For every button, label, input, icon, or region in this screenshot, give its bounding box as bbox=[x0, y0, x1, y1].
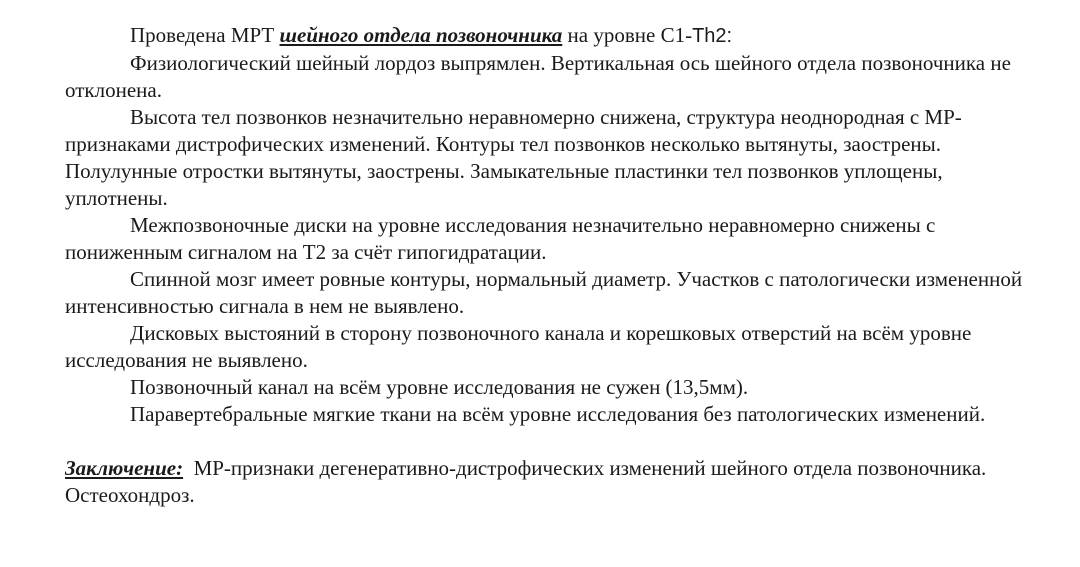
spacer bbox=[65, 428, 1025, 455]
finding-vertebral-bodies: Высота тел позвонков незначительно неравномерно снижена, структура неоднородная с МР-признаками дистрофических изменений. Контуры тел позвонков несколько вытянуты, заострены. Полулунные отростки вытянуты, заострены. Замыкательные пластинки тел позвонков уплощены, уплотнены. bbox=[65, 105, 962, 210]
finding-lordosis: Физиологический шейный лордоз выпрямлен. Вертикальная ось шейного отдела позвоночника не отклонена. bbox=[65, 51, 1011, 102]
conclusion-text: МР-признаки дегенеративно-дистрофических изменений шейного отдела позвоночника. Остеохондроз. bbox=[65, 456, 992, 507]
conclusion bbox=[65, 455, 1025, 509]
level-th: Th2 bbox=[692, 25, 727, 47]
examined-region: шейного отдела позвоночника bbox=[279, 23, 563, 47]
finding-spinal-canal: Позвоночный канал на всём уровне исследования не сужен (13,5мм). bbox=[130, 375, 749, 399]
report-intro bbox=[65, 22, 1025, 50]
mri-report bbox=[65, 22, 1025, 509]
level-c: C1- bbox=[660, 23, 693, 47]
finding-paravertebral: Паравертебральные мягкие ткани на всём уровне исследования без патологических изменений. bbox=[130, 402, 986, 426]
conclusion-label: Заключение: bbox=[65, 456, 184, 480]
intro-prefix: Проведена МРТ bbox=[130, 23, 280, 47]
finding-protrusions: Дисковых выстояний в сторону позвоночного канала и корешковых отверстий на всём уровне исследования не выявлено. bbox=[65, 321, 972, 372]
finding-discs: Межпозвоночные диски на уровне исследования незначительно неравномерно снижены с пониженным сигналом на Т2 за счёт гипогидратации. bbox=[65, 213, 936, 264]
intro-colon: : bbox=[726, 25, 733, 47]
intro-middle: на уровне bbox=[562, 23, 661, 47]
finding-spinal-cord: Спинной мозг имеет ровные контуры, нормальный диаметр. Участков с патологически измененной интенсивностью сигнала в нем не выявлено. bbox=[65, 267, 1023, 318]
